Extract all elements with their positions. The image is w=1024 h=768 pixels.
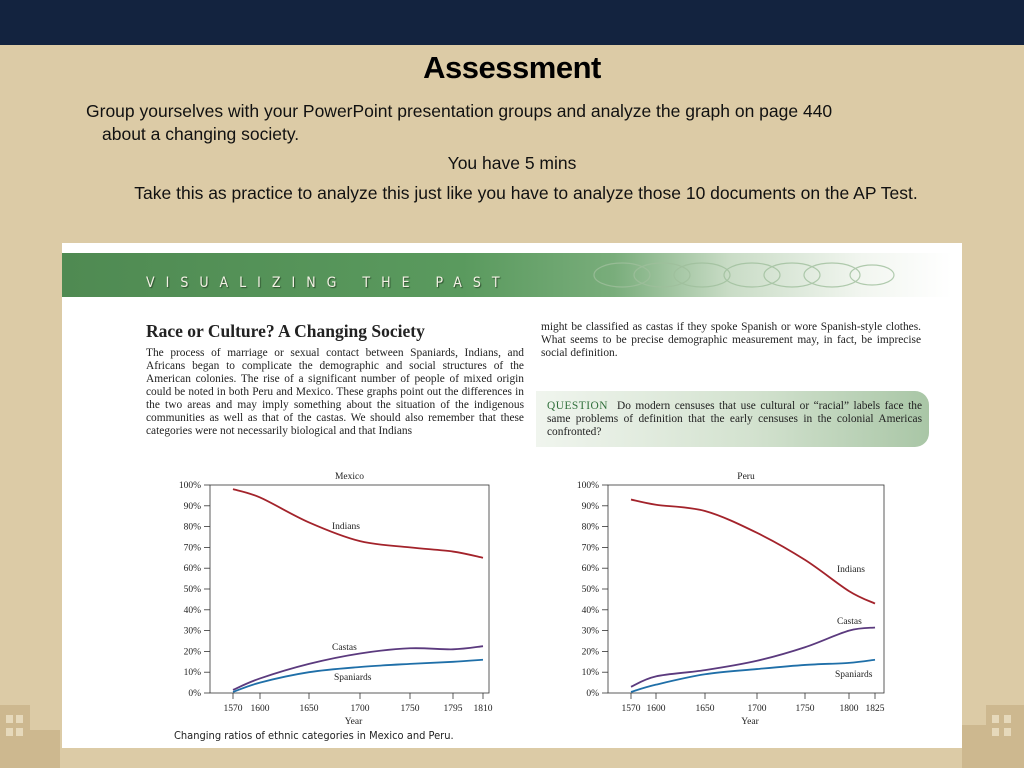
x-tick-label: 1650	[299, 704, 319, 714]
y-tick-label: 10%	[581, 668, 599, 679]
y-tick-label: 80%	[183, 522, 201, 533]
y-tick-label: 10%	[183, 668, 201, 679]
textbook-page-image	[62, 243, 962, 748]
x-tick-label: 1750	[400, 704, 420, 714]
y-tick-label: 50%	[581, 585, 599, 595]
charts-svg	[62, 243, 962, 748]
chart-title: Mexico	[334, 472, 365, 482]
y-tick-label: 80%	[581, 522, 599, 533]
y-tick-label: 40%	[183, 605, 201, 616]
y-tick-label: 90%	[581, 501, 599, 512]
y-tick-label: 100%	[178, 481, 201, 491]
y-tick-label: 30%	[581, 626, 599, 637]
y-tick-label: 60%	[581, 564, 599, 575]
x-tick-label: 1600	[250, 704, 270, 714]
x-tick-label: 1600	[646, 704, 666, 714]
x-tick-label: 1570	[223, 704, 243, 714]
x-tick-label: 1810	[473, 704, 493, 714]
question-text: Do modern censuses that use cultural or “racial” labels face the same problems of definition that the early censuses in the colonial Americas confronted?	[547, 400, 922, 438]
y-tick-label: 40%	[581, 605, 599, 616]
x-tick-label: 1750	[795, 704, 815, 714]
section-heading: Race or Culture? A Changing Society	[146, 321, 425, 341]
x-tick-label: 1570	[621, 704, 641, 714]
series-line-indians	[631, 500, 875, 604]
y-tick-label: 50%	[183, 585, 201, 595]
y-tick-label: 30%	[183, 626, 201, 637]
x-tick-label: 1825	[865, 704, 885, 714]
slide-title: Assessment	[423, 50, 601, 85]
y-tick-label: 0%	[188, 689, 201, 699]
x-tick-label: 1650	[695, 704, 715, 714]
instruction-line-1: Group yourselves with your PowerPoint presentation groups and analyze the graph on page 440	[86, 101, 833, 121]
x-axis-label: Year	[344, 717, 363, 727]
time-limit-text: You have 5 mins	[447, 153, 577, 173]
instruction-paragraph	[86, 100, 956, 146]
y-tick-label: 20%	[183, 647, 201, 658]
x-tick-label: 1700	[350, 704, 370, 714]
x-tick-label: 1800	[839, 704, 859, 714]
series-label-spaniards: Spaniards	[334, 673, 372, 683]
banner-title: VISUALIZING THE PAST	[146, 275, 511, 291]
body-text-left: The process of marriage or sexual contact between Spaniards, Indians, and Africans began to complicate the demographic and social structures of the American colonies. The rise of a significant number of people of mixed origin could be noted in both Peru and Mexico. These graphs point out the differences in the two areas and may imply something about the situation of the indigenous communities as well as that of the castas. We should also remember that these categories were not necessarily biological and that Indians	[146, 347, 524, 437]
y-tick-label: 90%	[183, 501, 201, 512]
x-tick-label: 1700	[747, 704, 767, 714]
y-tick-label: 20%	[581, 647, 599, 658]
y-tick-label: 70%	[581, 543, 599, 554]
plot-frame	[608, 485, 884, 693]
question-label: QUESTION	[547, 400, 608, 412]
series-label-castas: Castas	[332, 643, 357, 653]
y-tick-label: 100%	[576, 481, 599, 491]
x-axis-label: Year	[741, 717, 759, 727]
top-bar	[0, 0, 1024, 45]
y-tick-label: 70%	[183, 543, 201, 554]
x-tick-label: 1795	[443, 704, 463, 714]
series-label-indians: Indians	[837, 565, 865, 575]
body-text-right: might be classified as castas if they spoke Spanish or wore Spanish-style clothes. What seems to be precise demographic measurement may, in fact, be imprecise social definition.	[541, 321, 921, 359]
y-tick-label: 60%	[183, 564, 201, 575]
series-label-indians: Indians	[332, 522, 360, 532]
y-tick-label: 0%	[586, 689, 599, 699]
practice-text: Take this as practice to analyze this just like you have to analyze those 10 documents on the AP Test.	[134, 183, 918, 203]
series-label-castas: Castas	[837, 617, 862, 627]
chart-title: Peru	[737, 472, 755, 482]
series-label-spaniards: Spaniards	[835, 670, 873, 680]
instruction-line-2: about a changing society.	[102, 124, 300, 144]
figure-caption: Changing ratios of ethnic categories in Mexico and Peru.	[174, 729, 454, 742]
